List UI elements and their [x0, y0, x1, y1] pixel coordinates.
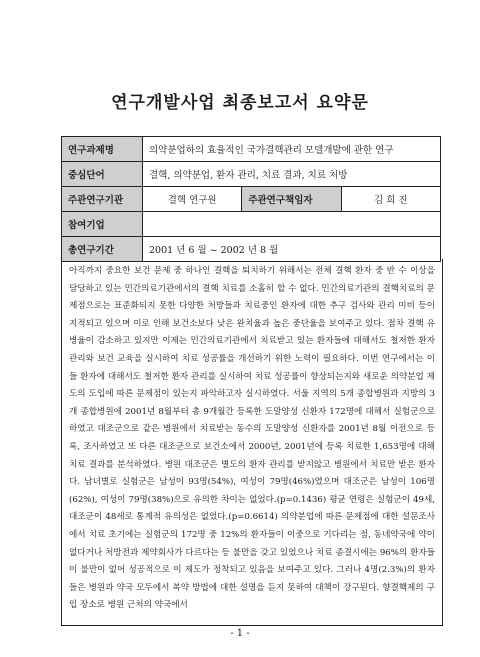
org-value: 결핵 연구원	[143, 187, 242, 212]
lead-label: 주관연구책임자	[242, 187, 341, 212]
org-row	[62, 187, 441, 212]
period-row	[62, 237, 441, 262]
page-number: - 1 -	[230, 628, 250, 639]
project-row	[62, 137, 441, 162]
project-label: 연구과제명	[62, 137, 143, 162]
period-value: 2001 년 6 월 ~ 2002 년 8 월	[143, 237, 441, 262]
keywords-row	[62, 162, 441, 187]
org-label: 주관연구기관	[62, 187, 143, 212]
partner-label: 참여기업	[62, 212, 143, 237]
summary-text-box	[61, 259, 443, 626]
keywords-label: 중심단어	[62, 162, 143, 187]
keywords-value: 결핵, 의약분업, 환자 관리, 치료 결과, 치료 처방	[143, 162, 441, 187]
lead-value: 김 희 진	[341, 187, 440, 212]
summary-paragraph: 아직까지 중요한 보건 문제 중 하나인 결핵을 퇴치하기 위해서는 전체 결핵 환자 중 반 수 이상을 담당하고 있는 민간의료기관에서의 결핵 치료를 소홀히 할 수 없다. 민간의료기관의 결핵치료의 문제점으로는 표준화되지 못한 다양한 처방들과 치료중인 환자에 대한 추구 검사와 관리 미비 등이 지적되고 있으며 이로 인해 보건소보다 낮은 완치율과 높은 중단율을 보여주고 있다. 점차 결핵 유병율이 감소하고 있지만 이제는 민간의료기관에서 치료받고 있는 환자들에 대해서도 철저한 환자 관리와 보건 교육을 실시하여 치료 성공률을 개선하기 위한 노력이 필요하다. 이번 연구에서는 이들 환자에 대해서도 철저한 환자 관리를 실시하여 치료 성공률이 향상되는지와 새로운 의약분업 제도의 도입에 따른 문제점이 있는지 파악하고자 실시하였다. 서울 지역의 5개 종합병원과 지방의 3개 종합병원에 2001년 8월부터 총 9개월간 등록한 도말양성 신환자 172명에 대해서 실험군으로 하였고 대조군으로 같은 병원에서 치료받는 동수의 도말양성 신환자를 2001년 8월 이전으로 등록, 조사하였고 또 다른 대조군으로 보건소에서 2000년, 2001년에 등록 치료한 1,653명에 대해 치료 결과를 분석하였다. 병원 대조군은 별도의 환자 관리를 받지않고 병원에서 치료만 받은 환자다. 남녀별로 실험군은 남성이 93명(54%), 여성이 79명(46%)였으며 대조군은 남성이 106명(62%), 여성이 79명(38%)으로 유의한 차이는 없었다.(p=0.1436) 평균 연령은 실험군이 49세, 대조군이 48세로 통계적 유의성은 없었다.(p=0.6614) 의약분업에 따른 문제점에 대한 설문조사에서 치료 초기에는 실험군의 172명 중 12%의 환자들이 이중으로 기다리는 점, 동네약국에 약이 없다거나 처방전과 제약회사가 다르다는 등 불만을 갖고 있었으나 치료 종결시에는 96%의 환자들이 불만이 없어 성공적으로 이 제도가 정착되고 있음을 보여주고 있다. 그러나 4명(2.3%)의 환자들은 병원과 약국 모두에서 복약 방법에 대한 설명을 듣지 못하여 대책이 강구된다. 향결핵제의 구입 장소로 병원 근처의 약국에서	[69, 266, 435, 611]
document-title: 연구개발사업 최종보고서 요약문	[111, 93, 369, 113]
period-label: 총연구기간	[62, 237, 143, 262]
partner-value	[143, 212, 441, 237]
project-value: 의약분업하의 효율적인 국가결핵관리 모델개발에 관한 연구	[143, 137, 441, 162]
summary-info-table	[61, 136, 441, 262]
partner-row	[62, 212, 441, 237]
